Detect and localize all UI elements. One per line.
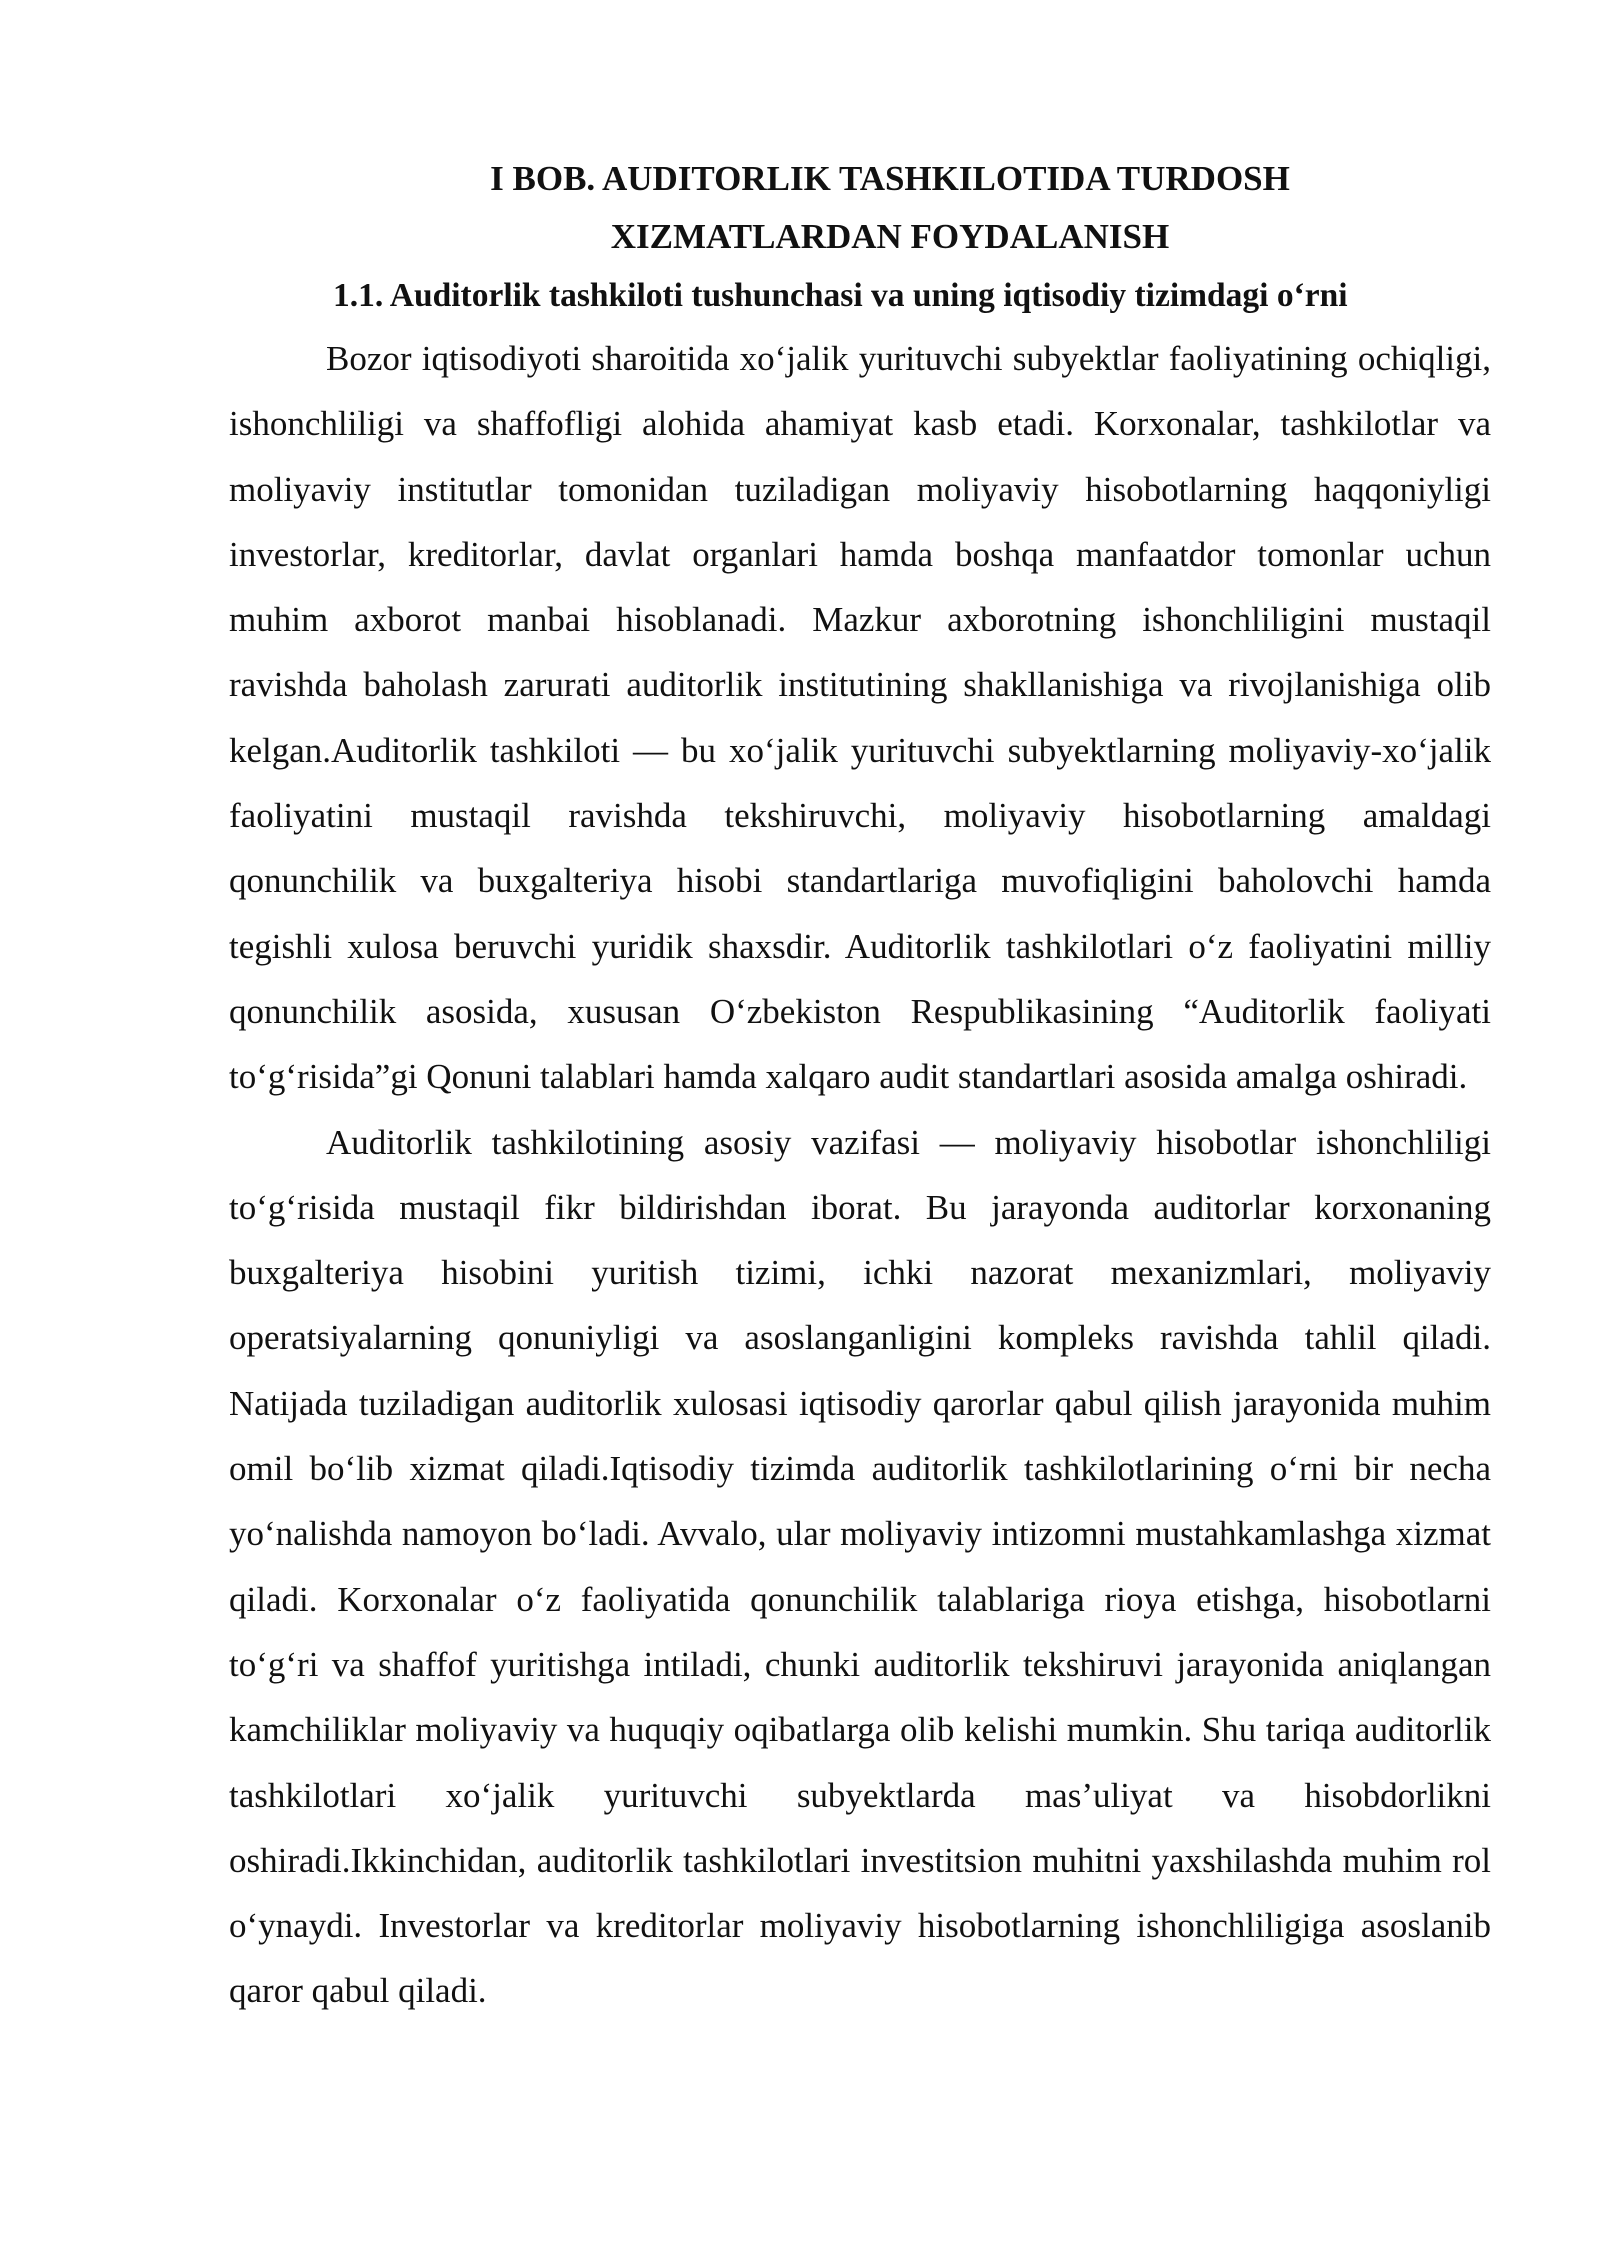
chapter-heading-line-1: I BOB. AUDITORLIK TASHKILOTIDA TURDOSH — [490, 159, 1290, 198]
chapter-heading-line-2: XIZMATLARDAN FOYDALANISH — [610, 217, 1170, 256]
section-title: 1.1. Auditorlik tashkiloti tushunchasi va uning iqtisodiy tizimdagi o‘rni — [333, 277, 1348, 314]
page-content — [229, 150, 1491, 2024]
body-paragraph-1: Bozor iqtisodiyoti sharoitida xo‘jalik yurituvchi subyektlar faoliyatining ochiqligi, ishonchliligi va shaffofligi alohida ahamiyat kasb etadi. Korxonalar, tashkilotlar va moliyaviy institutlar tomonidan tuziladigan moliyaviy hisobotlarning haqqoniyligi investorlar, kreditorlar, davlat organlari hamda boshqa manfaatdor tomonlar uchun muhim axborot manbai hisoblanadi. Mazkur axborotning ishonchliligini mustaqil ravishda baholash zarurati auditorlik institutining shakllanishiga va rivojlanishiga olib kelgan.Auditorlik tashkiloti — bu xo‘jalik yurituvchi subyektlarning moliyaviy-xo‘jalik faoliyatini mustaqil ravishda tekshiruvchi, moliyaviy hisobotlarning amaldagi qonunchilik va buxgalteriya hisobi standartlariga muvofiqligini baholovchi hamda tegishli xulosa beruvchi yuridik shaxsdir. Auditorlik tashkilotlari o‘z faoliyatini milliy qonunchilik asosida, xususan O‘zbekiston Respublikasining “Auditorlik faoliyati to‘g‘risida”gi Qonuni talablari hamda xalqaro audit standartlari asosida amalga oshiradi. — [229, 339, 1491, 1097]
body-paragraph-2: Auditorlik tashkilotining asosiy vazifasi — moliyaviy hisobotlar ishonchliligi to‘g‘risida mustaqil fikr bildirishdan iborat. Bu jarayonda auditorlar korxonaning buxgalteriya hisobini yuritish tizimi, ichki nazorat mexanizmlari, moliyaviy operatsiyalarning qonuniyligi va asoslanganligini kompleks ravishda tahlil qiladi. Natijada tuziladigan auditorlik xulosasi iqtisodiy qarorlar qabul qilish jarayonida muhim omil bo‘lib xizmat qiladi.Iqtisodiy tizimda auditorlik tashkilotlarining o‘rni bir necha yo‘nalishda namoyon bo‘ladi. Avvalo, ular moliyaviy intizomni mustahkamlashga xizmat qiladi. Korxonalar o‘z faoliyatida qonunchilik talablariga rioya etishga, hisobotlarni to‘g‘ri va shaffof yuritishga intiladi, chunki auditorlik tekshiruvi jarayonida aniqlangan kamchiliklar moliyaviy va huquqiy oqibatlarga olib kelishi mumkin. Shu tariqa auditorlik tashkilotlari xo‘jalik yurituvchi subyektlarda mas’uliyat va hisobdorlikni oshiradi.Ikkinchidan, auditorlik tashkilotlari investitsion muhitni yaxshilashda muhim rol o‘ynaydi. Investorlar va kreditorlar moliyaviy hisobotlarning ishonchliligiga asoslanib qaror qabul qiladi. — [229, 1122, 1491, 2011]
